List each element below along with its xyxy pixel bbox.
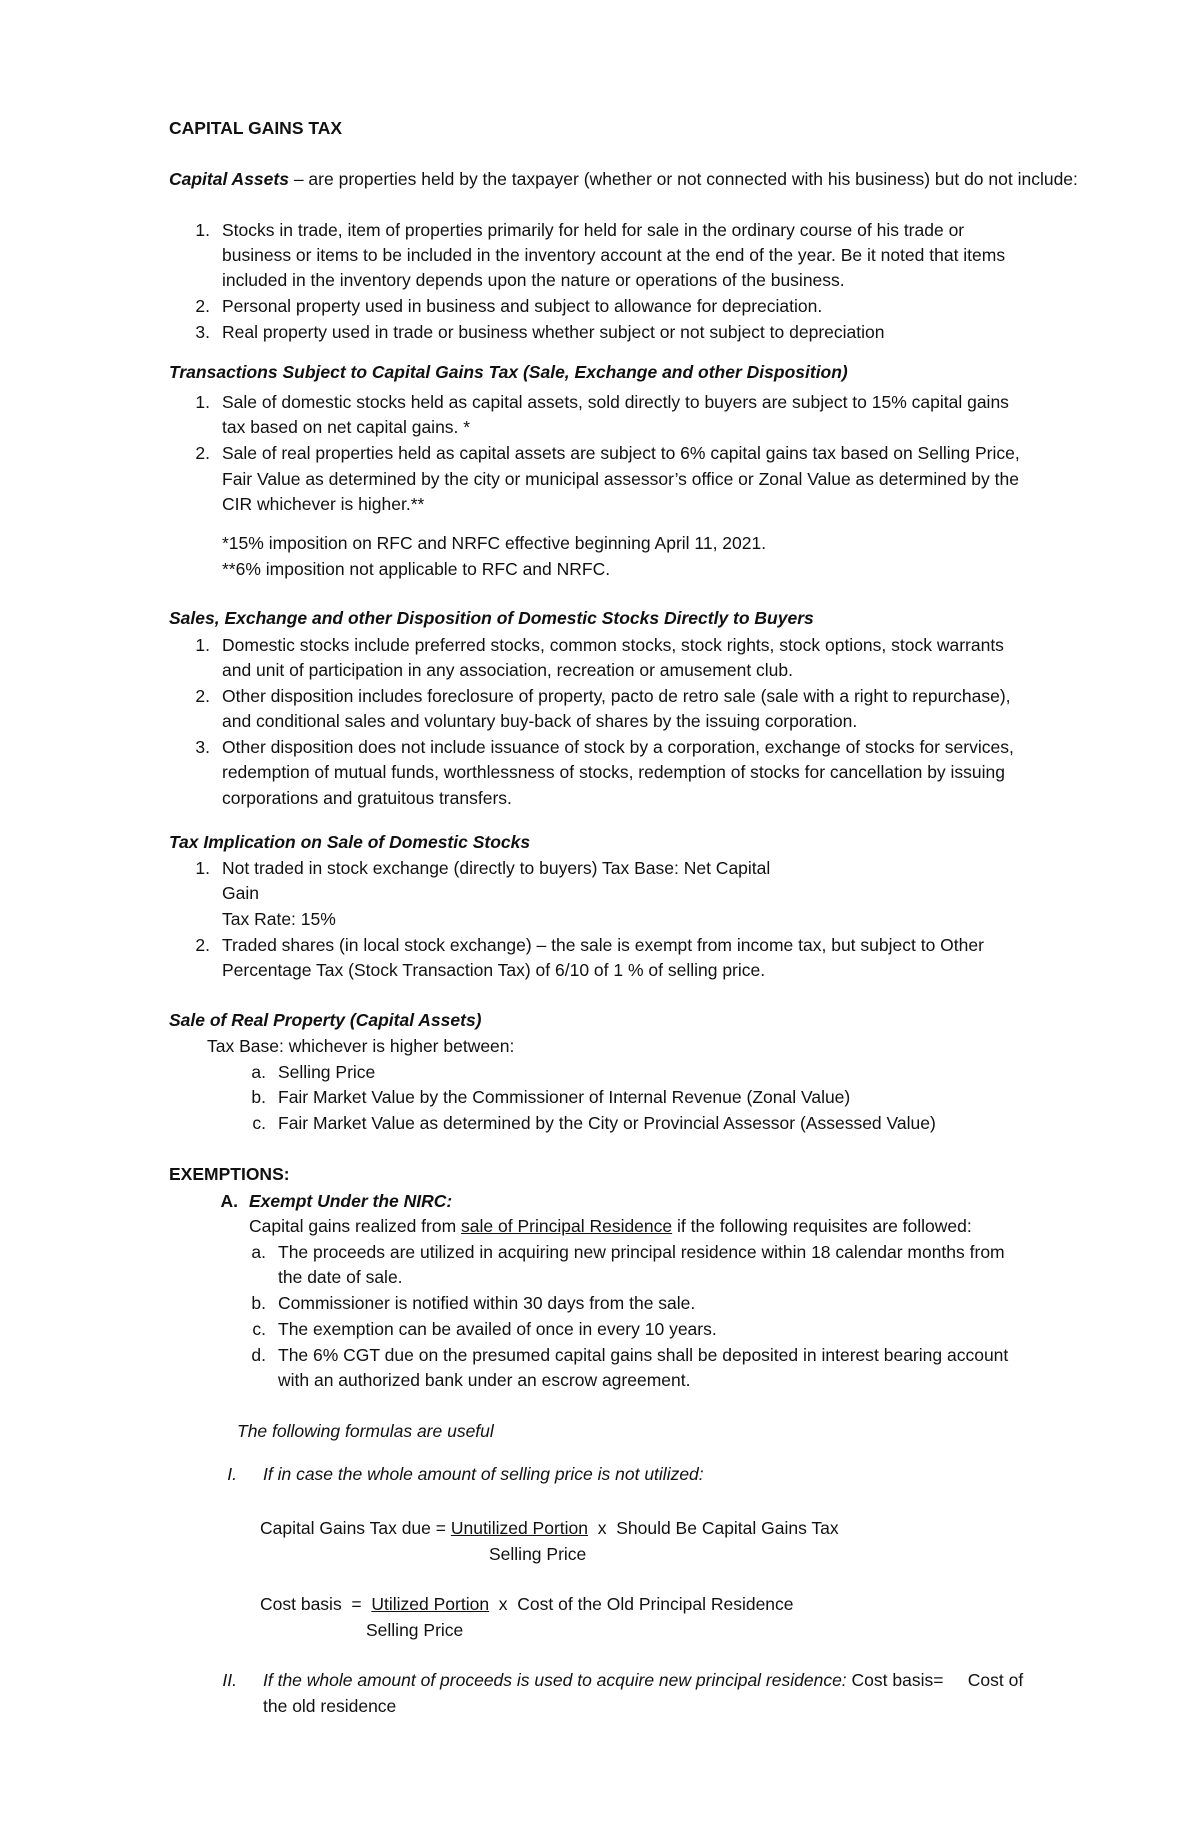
capital-assets-term: Capital Assets — [169, 169, 289, 189]
list-item-line: Domestic stocks include preferred stocks, common stocks, stock rights, stock options, stock warrants — [222, 635, 1004, 655]
list-item-line: Personal property used in business and subject to allowance for depreciation. — [222, 296, 823, 316]
formula-2-numerator: Utilized Portion — [371, 1594, 490, 1614]
list-number: 1. — [195, 858, 210, 878]
list-item-line: Commissioner is notified within 30 days from the sale. — [278, 1293, 696, 1313]
list-item-line: Fair Market Value as determined by the City or Provincial Assessor (Assessed Value) — [278, 1113, 936, 1133]
exemption-intro-before: Capital gains realized from — [249, 1216, 462, 1236]
list-letter: d. — [251, 1345, 266, 1365]
capital-assets-definition — [169, 167, 1078, 193]
list-item-line: Other disposition does not include issuance of stock by a corporation, exchange of stocks for services, — [222, 737, 1014, 757]
list-number: 1. — [195, 635, 210, 655]
list-item-line: Sale of real properties held as capital assets are subject to 6% capital gains tax based on Selling Price, — [222, 443, 1020, 463]
case-2-line-2: the old residence — [263, 1696, 397, 1716]
formula-cost-basis — [260, 1592, 794, 1618]
list-item-line: The proceeds are utilized in acquiring new principal residence within 18 calendar months from — [278, 1242, 1005, 1262]
list-item-line: Selling Price — [278, 1062, 376, 1082]
list-letter: c. — [252, 1319, 266, 1339]
list-item-line: Traded shares (in local stock exchange) – the sale is exempt from income tax, but subject to Other — [222, 935, 984, 955]
list-number: 2. — [195, 686, 210, 706]
list-item-line: Gain — [222, 883, 259, 903]
list-letter: b. — [251, 1087, 266, 1107]
list-number: 1. — [195, 220, 210, 240]
formula-2-suffix: x Cost of the Old Principal Residence — [489, 1594, 794, 1614]
list-item-line: Tax Rate: 15% — [222, 909, 336, 929]
list-item-line: redemption of mutual funds, worthlessness of stocks, redemption of stocks for cancellation by issuing — [222, 762, 1006, 782]
list-item-line: Real property used in trade or business whether subject or not subject to depreciation — [222, 322, 885, 342]
principal-residence-phrase: sale of Principal Residence — [461, 1216, 673, 1236]
formula-1-denominator: Selling Price — [489, 1544, 587, 1564]
formula-1-prefix: Capital Gains Tax due = — [260, 1518, 451, 1538]
list-item-line: business or items to be included in the inventory account at the end of the year. Be it noted that items — [222, 245, 1006, 265]
list-number: 2. — [195, 935, 210, 955]
list-item-line: tax based on net capital gains. * — [222, 417, 471, 437]
section-heading-tax-implication: Tax Implication on Sale of Domestic Stocks — [169, 832, 531, 852]
formula-1-suffix: x Should Be Capital Gains Tax — [588, 1518, 839, 1538]
tax-base-intro: Tax Base: whichever is higher between: — [207, 1036, 515, 1056]
case-2-remainder: Cost basis= Cost of — [846, 1670, 1024, 1690]
list-number: 2. — [195, 296, 210, 316]
exemption-intro-after: if the following requisites are followed: — [672, 1216, 972, 1236]
list-item-line: and unit of participation in any association, recreation or amusement club. — [222, 660, 794, 680]
section-heading-sales-stocks: Sales, Exchange and other Disposition of Domestic Stocks Directly to Buyers — [169, 608, 814, 628]
list-item-line: included in the inventory depends upon the nature or operations of the business. — [222, 270, 845, 290]
list-item-line: corporations and gratuitous transfers. — [222, 788, 512, 808]
exempt-nirc-heading: Exempt Under the NIRC: — [249, 1191, 453, 1211]
footnote: *15% imposition on RFC and NRFC effective beginning April 11, 2021. — [222, 533, 767, 553]
list-number: 2. — [195, 443, 210, 463]
list-item-line: Stocks in trade, item of properties primarily for held for sale in the ordinary course of his trade or — [222, 220, 965, 240]
list-item-line: Other disposition includes foreclosure of property, pacto de retro sale (sale with a right to repurchase), — [222, 686, 1011, 706]
formulas-intro: The following formulas are useful — [237, 1421, 494, 1441]
list-item-line: Sale of domestic stocks held as capital assets, sold directly to buyers are subject to 15% capital gains — [222, 392, 1009, 412]
list-letter: c. — [252, 1113, 266, 1133]
footnote: **6% imposition not applicable to RFC and NRFC. — [222, 559, 611, 579]
page-title: CAPITAL GAINS TAX — [169, 118, 343, 138]
section-heading-real-property: Sale of Real Property (Capital Assets) — [169, 1010, 482, 1030]
list-letter: A. — [220, 1191, 238, 1211]
section-heading-exemptions: EXEMPTIONS: — [169, 1164, 290, 1184]
list-item-line: Fair Market Value by the Commissioner of Internal Revenue (Zonal Value) — [278, 1087, 851, 1107]
list-item-line: with an authorized bank under an escrow agreement. — [278, 1370, 691, 1390]
section-heading-transactions: Transactions Subject to Capital Gains Tax (Sale, Exchange and other Disposition) — [169, 362, 848, 382]
list-item-line: Not traded in stock exchange (directly to buyers) Tax Base: Net Capital — [222, 858, 771, 878]
capital-assets-text: – are properties held by the taxpayer (whether or not connected with his business) but do not include: — [288, 169, 1078, 189]
list-number: 1. — [195, 392, 210, 412]
case-number: II. — [222, 1670, 237, 1690]
list-number: 3. — [195, 322, 210, 342]
list-item-line: The 6% CGT due on the presumed capital gains shall be deposited in interest bearing account — [278, 1345, 1009, 1365]
formula-2-prefix: Cost basis = — [260, 1594, 372, 1614]
list-letter: a. — [251, 1062, 266, 1082]
case-1-text: If in case the whole amount of selling price is not utilized: — [263, 1464, 704, 1484]
list-item-line: Fair Value as determined by the city or municipal assessor’s office or Zonal Value as determined by the — [222, 469, 1019, 489]
case-number: I. — [227, 1464, 237, 1484]
case-2-text — [263, 1668, 1023, 1694]
formula-1-numerator: Unutilized Portion — [450, 1518, 588, 1538]
exemption-intro — [249, 1214, 972, 1240]
case-2-italic: If the whole amount of proceeds is used to acquire new principal residence: — [263, 1670, 847, 1690]
list-item-line: Percentage Tax (Stock Transaction Tax) of 6/10 of 1 % of selling price. — [222, 960, 766, 980]
formula-capital-gains-tax — [260, 1516, 839, 1542]
list-item-line: and conditional sales and voluntary buy-back of shares by the issuing corporation. — [222, 711, 858, 731]
list-letter: b. — [251, 1293, 266, 1313]
list-item-line: CIR whichever is higher.** — [222, 494, 425, 514]
list-item-line: The exemption can be availed of once in every 10 years. — [278, 1319, 717, 1339]
list-letter: a. — [251, 1242, 266, 1262]
formula-2-denominator: Selling Price — [366, 1620, 464, 1640]
list-item-line: the date of sale. — [278, 1267, 403, 1287]
list-number: 3. — [195, 737, 210, 757]
